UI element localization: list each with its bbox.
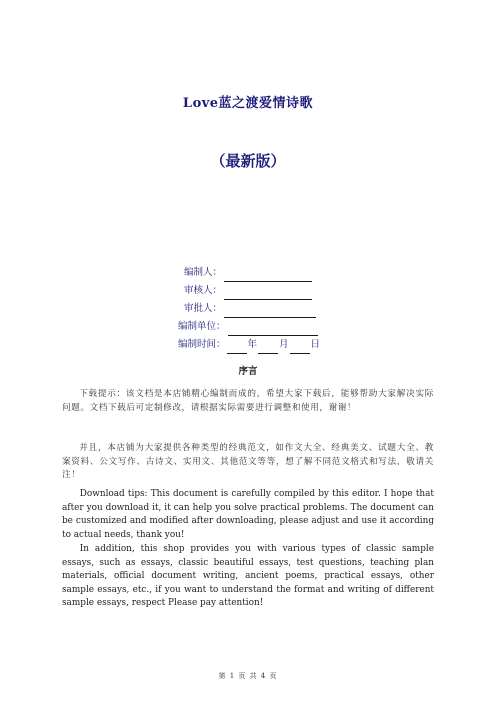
reviewer-label: 审核人： — [184, 285, 223, 296]
approver-label: 审批人： — [184, 303, 223, 314]
page-footer: 第 1 页 共 4 页 — [218, 672, 278, 680]
paragraph-text: In addition, this shop provides you with various types of classic sample essays, such as essays, classic beautiful essays, test questions, teaching plan materials, official document writing, ancient poems, practical essays, other sample essays, etc., if you want to understand the format and writing of different sample essays, respect Please pay attention! — [62, 544, 434, 608]
reviewer-blank — [224, 287, 312, 300]
preface-heading: 序言 — [238, 366, 258, 377]
editor-label: 编制人： — [184, 267, 223, 278]
approver-row — [178, 300, 320, 318]
editor-row — [178, 264, 320, 282]
preface-cn-paragraph-1 — [62, 388, 434, 415]
time-row — [178, 336, 320, 354]
approver-blank — [224, 305, 316, 318]
edition-label: （最新版） — [210, 152, 286, 170]
year-label: 年 — [247, 339, 258, 350]
reviewer-row — [178, 282, 320, 300]
unit-row — [178, 318, 320, 336]
time-label: 编制时间： — [178, 339, 226, 350]
unit-blank — [228, 323, 318, 336]
paragraph-text: 下载提示：该文档是本店铺精心编制而成的，希望大家下载后，能够帮助大家解决实际问题。文档下载后可定制修改，请根据实际需要进行调整和使用，谢谢！ — [62, 389, 434, 413]
preface-cn-paragraph-2 — [62, 442, 434, 483]
year-blank — [227, 341, 247, 354]
unit-label: 编制单位： — [178, 321, 226, 332]
meta-fields — [178, 264, 320, 354]
day-label: 日 — [310, 339, 321, 350]
paragraph-text: Download tips: This document is carefully compiled by this editor. I hope that after you download it, it can help you solve practical problems. The document can be customized and modified after downloading, please adjust and use it according to actual needs, thank you! — [62, 489, 434, 540]
day-blank — [290, 341, 310, 354]
preface-en-paragraph-2 — [62, 543, 434, 611]
document-title: Love蓝之渡爱情诗歌 — [182, 96, 314, 111]
preface-en-paragraph-1 — [62, 488, 434, 542]
month-blank — [258, 341, 278, 354]
month-label: 月 — [279, 339, 289, 350]
editor-blank — [224, 269, 312, 282]
paragraph-text: 并且，本店铺为大家提供各种类型的经典范文，如作文大全、经典美文、试题大全、教案资料、公文写作、古诗文、实用文、其他范文等等，想了解不同范文格式和写法，敬请关注！ — [62, 443, 434, 480]
